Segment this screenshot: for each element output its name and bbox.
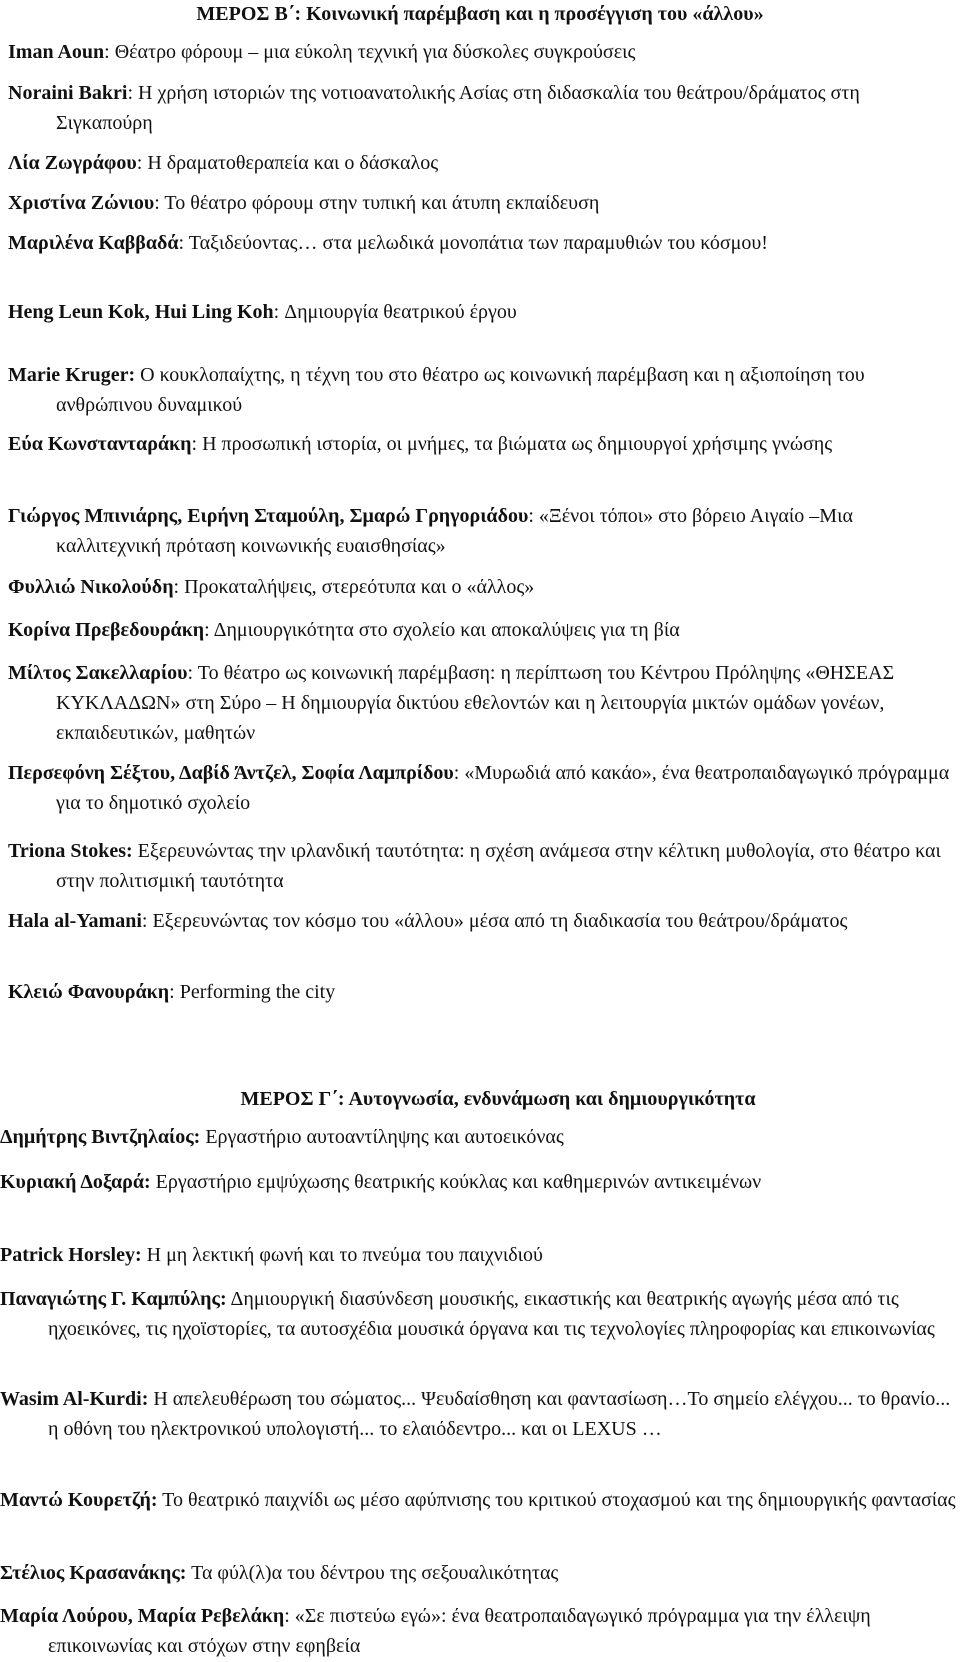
entry-title: Εξερευνώντας τον κόσμο του «άλλου» μέσα από τη διαδικασία του θεάτρου/δράματος — [147, 910, 848, 932]
list-item — [8, 836, 958, 896]
list-item — [0, 1240, 956, 1270]
entry-separator: : — [169, 981, 175, 1003]
entry-separator: : — [173, 576, 180, 598]
list-item — [0, 1167, 956, 1197]
list-item — [8, 758, 958, 818]
entry-title: Η χρήση ιστοριών της νοτιοανατολικής Ασίας στη διδασκαλία του θεάτρου/δράματος στη Σιγκαπούρη — [56, 82, 860, 134]
entry-title: Η μη λεκτική φωνή και το πνεύμα του παιχνιδιού — [141, 1244, 543, 1266]
list-item — [8, 977, 958, 1007]
entry-separator: : — [191, 433, 198, 455]
entry-separator: : — [187, 662, 194, 684]
entry-author: Λία Ζωγράφου — [8, 152, 137, 174]
entry-title: Η προσωπική ιστορία, οι μνήμες, τα βιώματα ως δημιουργοί χρήσιμης γνώσης — [197, 433, 833, 455]
entry-author: Χριστίνα Ζώνιου — [8, 192, 155, 214]
entry-separator: : — [528, 505, 534, 527]
list-item — [8, 658, 958, 748]
entry-separator: : — [127, 82, 134, 104]
entry-author: Στέλιος Κρασανάκης: — [0, 1562, 187, 1584]
entry-author: Heng Leun Kok, Hui Ling Koh — [8, 301, 274, 323]
entry-author: Patrick Horsley: — [0, 1244, 142, 1266]
entry-separator: : — [104, 41, 110, 63]
list-item — [8, 297, 958, 327]
entry-separator: : — [141, 910, 148, 932]
entry-author: Κυριακή Δοξαρά: — [0, 1171, 151, 1193]
list-item — [8, 360, 958, 420]
entry-title: Η δραματοθεραπεία και ο δάσκαλος — [142, 152, 439, 174]
entry-title: Τα φύλ(λ)α του δέντρου της σεξουαλικότητας — [186, 1562, 559, 1584]
entry-author: Δημήτρης Βιντζηλαίος: — [0, 1126, 201, 1148]
entry-title: Εργαστήριο αυτοαντίληψης και αυτοεικόνας — [200, 1126, 564, 1148]
entry-separator: : — [204, 619, 210, 641]
entry-author: Μίλτος Σακελλαρίου — [8, 662, 188, 684]
list-item — [0, 1384, 956, 1444]
list-item — [8, 615, 958, 645]
list-item — [8, 228, 958, 258]
entry-title: Προκαταλήψεις, στερεότυπα και ο «άλλος» — [179, 576, 535, 598]
entry-author: Μαρία Λούρου, Μαρία Ρεβελάκη — [0, 1605, 285, 1627]
entry-title: Το θέατρο ως κοινωνική παρέμβαση: η περίπτωση του Κέντρου Πρόληψης «ΘΗΣΕΑΣ ΚΥΚΛΑΔΩΝ» στη Σύρο – Η δημιουργία δικτύου εθελοντών και η λειτουργία μικτών ομάδων γονέων, εκπαιδευτικών, μαθητών — [56, 662, 895, 744]
entry-title: Εργαστήριο εμψύχωσης θεατρικής κούκλας και καθημερινών αντικειμένων — [150, 1171, 762, 1193]
list-item — [8, 148, 958, 178]
entry-separator: : — [136, 152, 143, 174]
entry-title: Δημιουργικότητα στο σχολείο και αποκαλύψεις για τη βία — [209, 619, 680, 641]
list-item — [8, 572, 958, 602]
list-item — [0, 1558, 956, 1588]
part-c-heading: ΜΕΡΟΣ Γ΄: Αυτογνωσία, ενδυνάμωση και δημιουργικότητα — [240, 1088, 756, 1110]
entry-title: Θέατρο φόρουμ – μια εύκολη τεχνική για δύσκολες συγκρούσεις — [109, 41, 636, 63]
list-item — [8, 188, 958, 218]
entry-author: Wasim Al-Kurdi: — [0, 1388, 149, 1410]
entry-title: Το θεατρικό παιχνίδι ως μέσο αφύπνισης του κριτικού στοχασμού και της δημιουργικής φαντασίας — [157, 1489, 956, 1511]
entry-author: Noraini Bakri — [8, 82, 128, 104]
list-item — [0, 1284, 956, 1344]
entry-author: Triona Stokes: — [8, 840, 133, 862]
entry-author: Φυλλιώ Νικολούδη — [8, 576, 174, 598]
list-item — [8, 78, 958, 138]
entry-author: Περσεφόνη Σέξτου, Δαβίδ Άντζελ, Σοφία Λαμπρίδου — [8, 762, 454, 784]
entry-title: Η απελευθέρωση του σώματος... Ψευδαίσθηση και φαντασίωση…Το σημείο ελέγχου... το θρανίο... η οθόνη του ηλεκτρονικού υπολογιστή... το ελαιόδεντρο... και οι LEXUS … — [48, 1388, 951, 1440]
entry-separator: : — [154, 192, 160, 214]
entry-separator: : — [284, 1605, 290, 1627]
entry-separator: : — [273, 301, 280, 323]
entry-title: Δημιουργική διασύνδεση μουσικής, εικαστικής και θεατρικής αγωγής μέσα από τις ηχοεικόνες, τις ηχοϊστορίες, τα αυτοσχέδια μουσικά όργανα και τις τεχνολογίες πληροφορίας και επικοινωνίας — [48, 1288, 935, 1340]
entry-author: Marie Kruger: — [8, 364, 136, 386]
entry-title: «Ξένοι τόποι» στο βόρειο Αιγαίο –Μια καλλιτεχνική πρόταση κοινωνικής ευαισθησίας» — [56, 505, 853, 557]
list-item — [0, 1601, 956, 1661]
entry-author: Κορίνα Πρεβεδουράκη — [8, 619, 205, 641]
list-item — [0, 1485, 956, 1515]
entry-title: Ταξιδεύοντας… στα μελωδικά μονοπάτια των παραμυθιών του κόσμου! — [184, 232, 768, 254]
entry-separator: : — [178, 232, 185, 254]
entry-author: Εύα Κωνστανταράκη — [8, 433, 192, 455]
list-item — [8, 501, 958, 561]
list-item — [0, 1122, 956, 1152]
list-item — [8, 37, 958, 67]
list-item — [8, 906, 958, 936]
entry-title: Το θέατρο φόρουμ στην τυπική και άτυπη εκπαίδευση — [159, 192, 600, 214]
entry-author: Hala al-Yamani — [8, 910, 142, 932]
entry-author: Κλειώ Φανουράκη — [8, 981, 170, 1003]
entry-separator: : — [453, 762, 460, 784]
entry-title: «Μυρωδιά από κακάο», ένα θεατροπαιδαγωγικό πρόγραμμα για το δημοτικό σχολείο — [56, 762, 950, 814]
entry-title: Performing the city — [174, 981, 336, 1003]
part-b-heading: ΜΕΡΟΣ Β΄: Κοινωνική παρέμβαση και η προσέγγιση του «άλλου» — [196, 3, 764, 25]
entry-author: Μαριλένα Καββαδά — [8, 232, 179, 254]
entry-author: Παναγιώτης Γ. Καμπύλης: — [0, 1288, 227, 1310]
entry-author: Iman Aoun — [8, 41, 105, 63]
entry-author: Γιώργος Μπινιάρης, Ειρήνη Σταμούλη, Σμαρώ Γρηγοριάδου — [8, 505, 529, 527]
entry-title: «Σε πιστεύω εγώ»: ένα θεατροπαιδαγωγικό πρόγραμμα για την έλλειψη επικοινωνίας και στόχων στην εφηβεία — [48, 1605, 871, 1657]
entry-title: Δημιουργία θεατρικού έργου — [279, 301, 517, 323]
entry-author: Μαντώ Κουρετζή: — [0, 1489, 158, 1511]
entry-title: Εξερευνώντας την ιρλανδική ταυτότητα: η σχέση ανάμεσα στην κέλτικη μυθολογία, στο θέατρο και στην πολιτισμική ταυτότητα — [56, 840, 941, 892]
entry-title: Ο κουκλοπαίχτης, η τέχνη του στο θέατρο ως κοινωνική παρέμβαση και η αξιοποίηση του ανθρώπινου δυναμικού — [56, 364, 865, 416]
list-item — [8, 429, 958, 459]
